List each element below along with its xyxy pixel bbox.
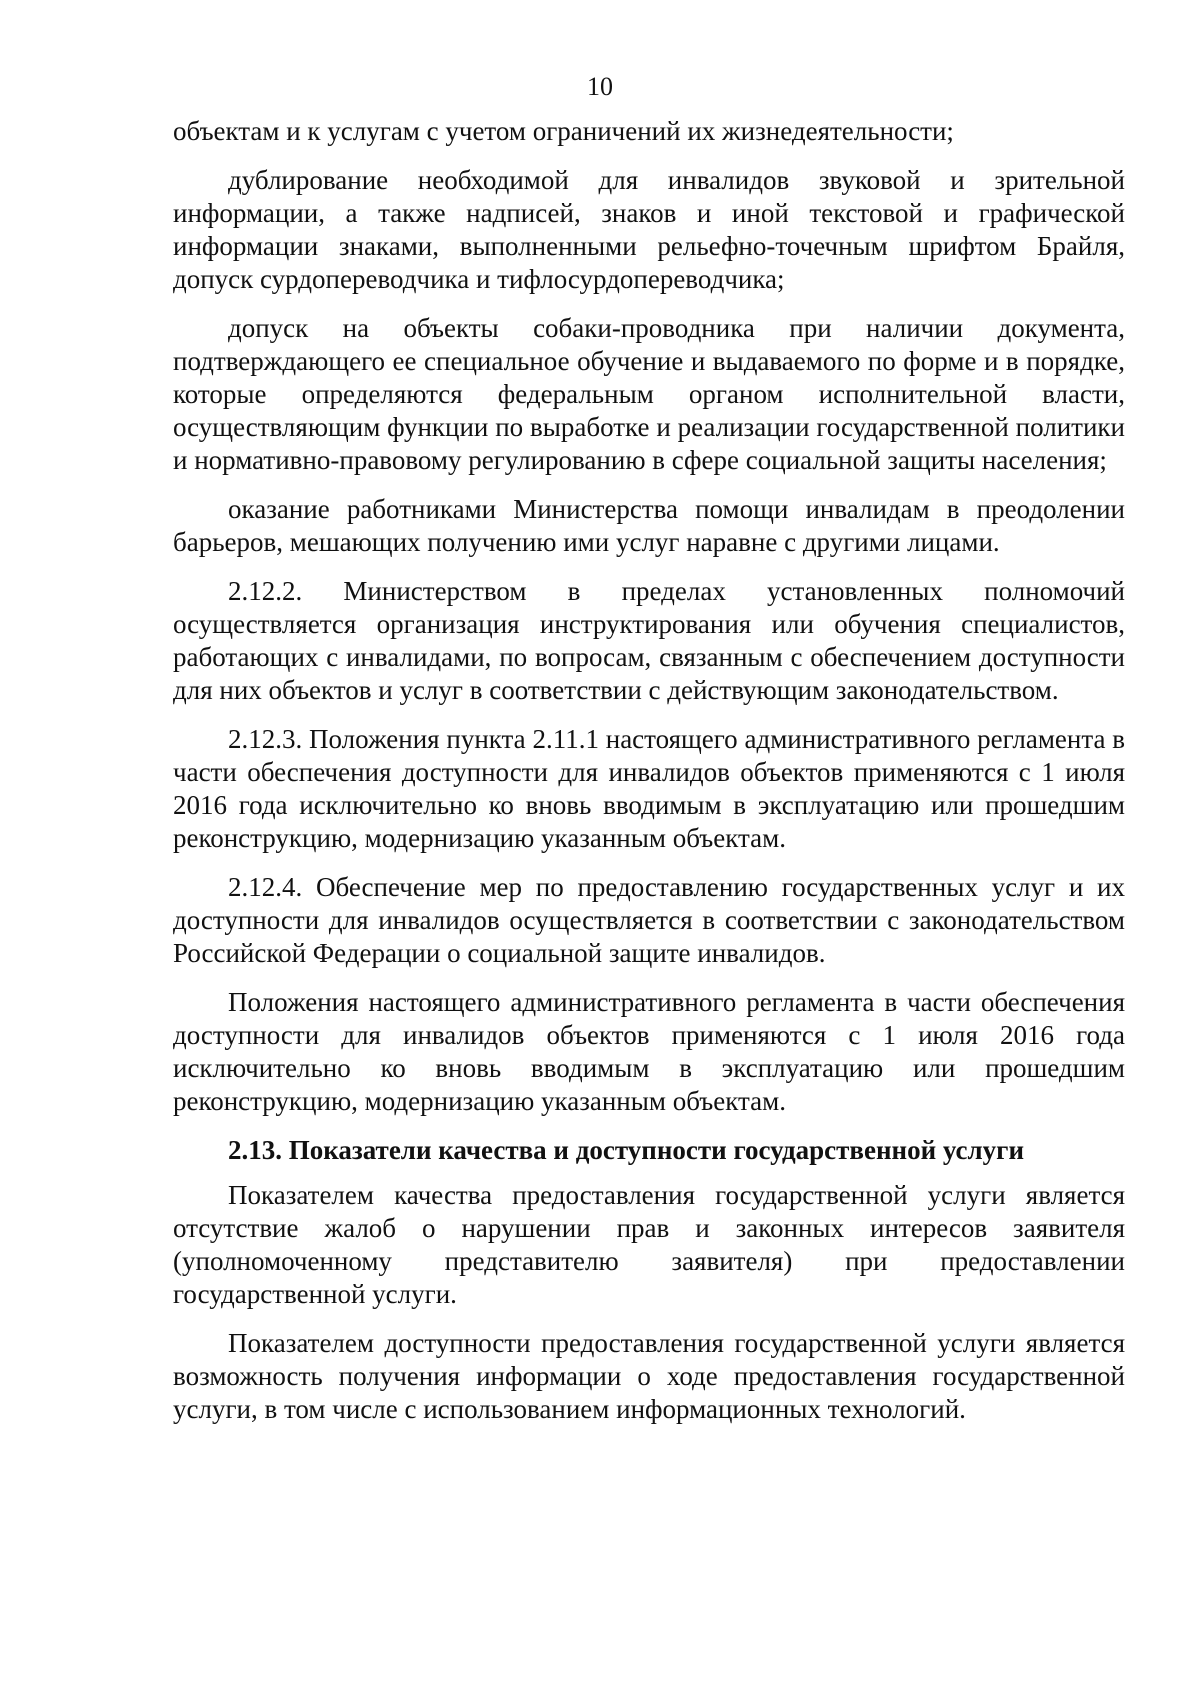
document-body <box>173 115 1125 1442</box>
paragraph-quality-indicator: Показателем качества предоставления государственной услуги является отсутствие жалоб о нарушении прав и законных интересов заявителя (уполномоченному представителю заявителя) при предоставлении государственной услуги. <box>173 1180 1125 1309</box>
paragraph-2-12-4: 2.12.4. Обеспечение мер по предоставлению государственных услуг и их доступности для инвалидов осуществляется в соответствии с законодательством Российской Федерации о социальной защите инвалидов. <box>173 872 1125 968</box>
paragraph-sign-duplication: дублирование необходимой для инвалидов звуковой и зрительной информации, а также надписей, знаков и иной текстовой и графической информации знаками, выполненными рельефно-точечным шрифтом Брайля, допуск сурдопереводчика и тифлосурдопереводчика; <box>173 165 1125 294</box>
paragraph-continuation: объектам и к услугам с учетом ограничений их жизнедеятельности; <box>173 116 954 146</box>
paragraph-2-12-3: 2.12.3. Положения пункта 2.11.1 настоящего административного регламента в части обеспечения доступности для инвалидов объектов применяются с 1 июля 2016 года исключительно ко вновь вводимым в эксплуатацию или прошедшим реконструкцию, модернизацию указанным объектам. <box>173 724 1125 853</box>
paragraph-staff-assistance: оказание работниками Министерства помощи инвалидам в преодолении барьеров, мешающих получению ими услуг наравне с другими лицами. <box>173 494 1125 557</box>
paragraph-regulation-provisions: Положения настоящего административного регламента в части обеспечения доступности для инвалидов объектов применяются с 1 июля 2016 года исключительно ко вновь вводимым в эксплуатацию или прошедшим реконструкцию, модернизацию указанным объектам. <box>173 987 1125 1116</box>
paragraph-guide-dog: допуск на объекты собаки-проводника при наличии документа, подтверждающего ее специальное обучение и выдаваемого по форме и в порядке, которые определяются федеральным органом исполнительной власти, осуществляющим функции по выработке и реализации государственной политики и нормативно-правовому регулированию в сфере социальной защиты населения; <box>173 313 1125 475</box>
section-heading-2-13: 2.13. Показатели качества и доступности государственной услуги <box>228 1135 1024 1165</box>
paragraph-2-12-2: 2.12.2. Министерством в пределах установленных полномочий осуществляется организация инструктирования или обучения специалистов, работающих с инвалидами, по вопросам, связанным с обеспечением доступности для них объектов и услуг в соответствии с действующим законодательством. <box>173 576 1125 705</box>
paragraph-accessibility-indicator: Показателем доступности предоставления государственной услуги является возможность получения информации о ходе предоставления государственной услуги, в том числе с использованием информационных технологий. <box>173 1328 1125 1424</box>
page-number: 10 <box>587 72 613 101</box>
